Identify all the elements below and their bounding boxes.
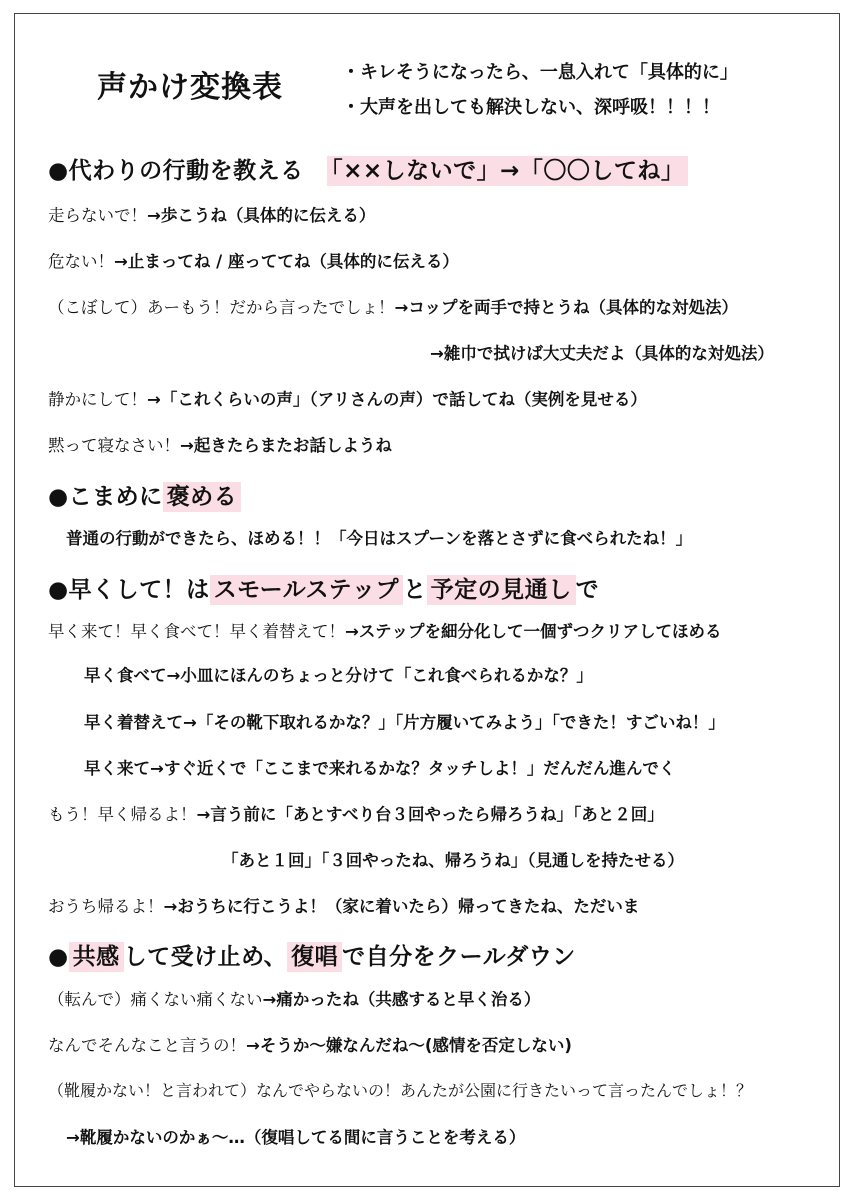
heading-text: で自分をクールダウン <box>342 944 576 970</box>
example-line: 走らないで！→歩こうね（具体的に伝える） <box>48 206 376 225</box>
heading-highlight: 「××しないで」→「〇〇してね」 <box>327 156 688 186</box>
example-line: （転んで）痛くない痛くない→痛かったね（共感すると早く治る） <box>48 990 541 1009</box>
example-line: 普通の行動ができたら、ほめる！！「今日はスプーンを落とさずに食べられたね！」 <box>66 529 693 548</box>
heading-highlight: 復唱 <box>287 942 342 972</box>
example-line: 危ない！→止まってね / 座っててね（具体的に伝える） <box>48 252 459 271</box>
section-heading-empathy <box>48 938 576 971</box>
example-line: なんでそんなこと言うの！→そうか～嫌なんだね～(感情を否定しない) <box>48 1036 572 1055</box>
heading-highlight: スモールステップ <box>210 575 403 605</box>
page-title: 声かけ変換表 <box>97 70 283 105</box>
heading-highlight: 褒める <box>163 482 242 512</box>
example-line: （靴履かない！と言われて）なんでやらないの！あんたが公園に行きたいって言ったんでしょ！？ <box>48 1081 753 1100</box>
heading-text: して受け止め、 <box>123 944 288 970</box>
example-line: 「あと１回」「３回やったね、帰ろうね」（見通しを持たせる） <box>222 851 684 870</box>
example-line: 黙って寝なさい！→起きたらまたお話しようね <box>48 436 392 455</box>
example-line: 早く来て→すぐ近くで「ここまで来れるかな？タッチしよ！」だんだん進んでく <box>84 759 676 778</box>
example-line: おうち帰るよ！→おうちに行こうよ！（家に着いたら）帰ってきたね、ただいま <box>48 897 640 916</box>
section-heading-alternative-action <box>48 152 688 185</box>
heading-text: ● <box>48 944 69 970</box>
section-heading-praise <box>48 478 241 511</box>
example-line: →靴履かないのかぁ～…（復唱してる間に言うことを考える） <box>66 1128 526 1147</box>
heading-text: ●こまめに <box>48 484 163 510</box>
heading-text: ●代わりの行動を教える <box>48 158 328 184</box>
heading-text: と <box>403 577 427 603</box>
section-heading-small-steps <box>48 571 599 604</box>
heading-highlight: 予定の見通し <box>427 575 576 605</box>
example-line: （こぼして）あーもう！だから言ったでしょ！→コップを両手で持とうね（具体的な対処法） <box>48 298 738 317</box>
example-line: もう！早く帰るよ！→言う前に「あとすべり台３回やったら帰ろうね」「あと２回」 <box>48 805 664 824</box>
tip-note-1: ・キレそうになったら、一息入れて「具体的に」 <box>342 62 738 83</box>
heading-text: ●早くして！は <box>48 577 210 603</box>
example-line: 早く食べて→小皿にほんのちょっと分けて「これ食べられるかな？」 <box>84 666 593 685</box>
heading-text: で <box>575 577 600 603</box>
heading-highlight: 共感 <box>69 942 124 972</box>
tip-note-2: ・大声を出しても解決しない、深呼吸！！！！ <box>342 97 720 118</box>
example-line: 早く来て！早く食べて！早く着替えて！→ステップを細分化して一個ずつクリアしてほめる <box>48 622 722 641</box>
example-line: 静かにして！→「これくらいの声」（アリさんの声）で話してね（実例を見せる） <box>48 390 647 409</box>
example-line: →雑巾で拭けば大丈夫だよ（具体的な対処法） <box>430 344 774 363</box>
example-line: 早く着替えて→「その靴下取れるかな？」「片方履いてみよう」「できた！すごいね！」 <box>84 713 725 732</box>
